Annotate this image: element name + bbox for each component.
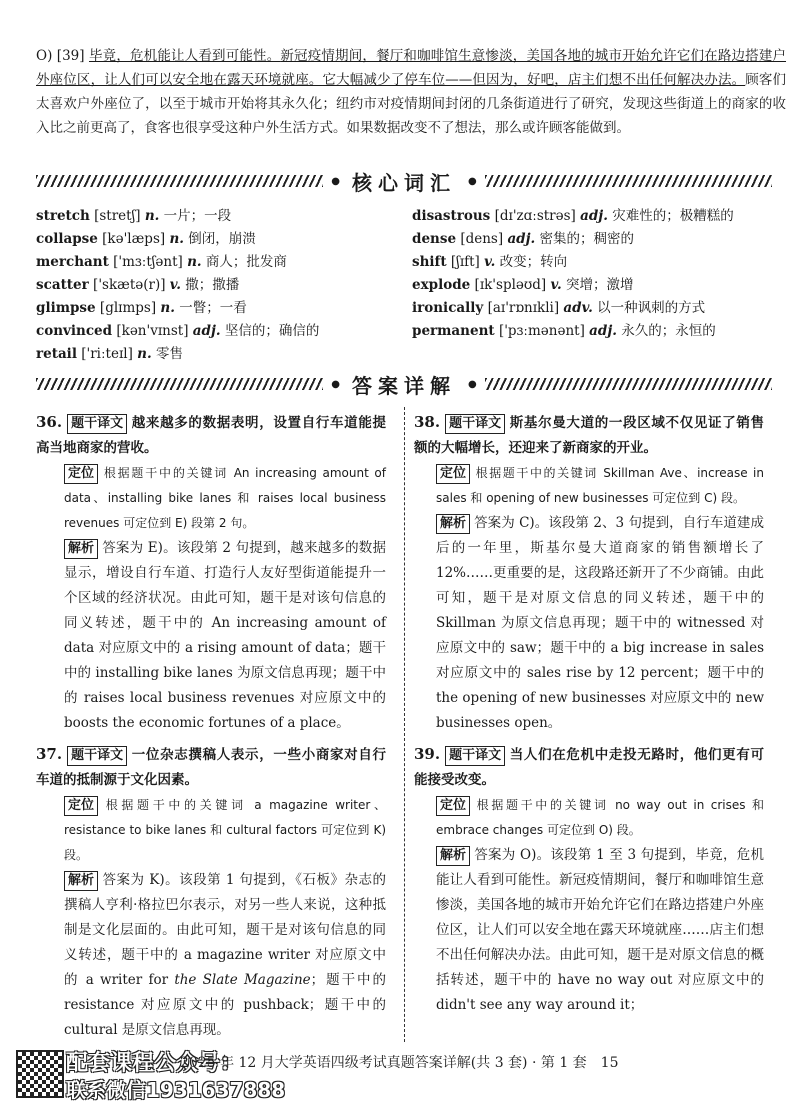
answers-left-column	[36, 410, 386, 1049]
vocab-entry	[36, 274, 406, 297]
vocab-meaning: 永久的；永恒的	[621, 323, 716, 339]
answer-39	[414, 742, 764, 1018]
vocab-word: scatter	[36, 277, 89, 293]
analysis-text: 答案为 K)。该段第 1 句提到，《石板》杂志的撰稿人亨利·格拉巴尔表示，对另一些人来说，这种抵制是文化层面的。由此可知，题干是对该句信息的同义转述，题干中的 a magazine writer 对应原文中的 a writer for	[64, 872, 386, 988]
vocab-entry	[36, 205, 406, 228]
decorative-stripe	[36, 378, 323, 390]
vocab-section-header	[36, 167, 772, 195]
vocab-ipa: ['riːteɪl]	[81, 346, 133, 362]
analysis-text: 答案为 C)。该段第 2、3 句提到，自行车道建成后的一年里，斯基尔曼大道商家的销售额增长了 12%……更重要的是，这段路还新开了不少商铺。由此可知，题干是对原文信息的同义转述，题干中的 Skillman 为原文信息再现；题干中的 witnessed 对应原文中的 saw；题干中的 a big increase in sales 对应原文中的 sales rise by 12 percent；题干中的 the opening of new businesses 对应原文中的 new businesses open。	[436, 515, 764, 731]
answers-right-column	[414, 410, 764, 1024]
question-number: 39.	[414, 745, 441, 763]
vocab-section-title: 核心词汇	[352, 170, 456, 195]
magazine-name: the Slate Magazine	[174, 972, 311, 988]
vocab-meaning: 撒；撒播	[185, 277, 240, 293]
vocab-word: disastrous	[412, 208, 491, 224]
vocab-list-left	[36, 205, 406, 366]
underlined-sentence-2: 新冠疫情期间，餐厅和咖啡馆生意惨淡，美国各地的城市开始允许它们在路边搭建户外座位区，让人们可以安全地在露天环境就座。	[36, 48, 787, 88]
locate-tag: 定位	[436, 796, 470, 816]
vocab-ipa: [dɪ'zɑːstrəs]	[494, 208, 576, 224]
vocab-entry	[412, 297, 782, 320]
locate-tag: 定位	[436, 464, 470, 484]
vocab-ipa: [ɪk'spləʊd]	[474, 277, 547, 293]
vocab-word: retail	[36, 346, 77, 362]
vocab-entry	[412, 274, 782, 297]
intro-rest: 顾客们太喜欢户外座位了，以至于城市开始将其永久化；纽约市对疫情期间封闭的几条街道进行了研究，发现这些街道上的商家的收入比之前更高了，食客也很享受这种户外生活方式。如果数据改变不了想法，那么或许顾客能做到。	[36, 72, 787, 136]
vocab-ipa: [stretʃ]	[94, 208, 141, 224]
vocab-pos: n.	[160, 300, 175, 316]
page-footer: 2025 年 12 月大学英语四级考试真题答案详解(共 3 套) · 第 1 套 15	[180, 1055, 619, 1071]
vocab-word: glimpse	[36, 300, 96, 316]
question-number: 38.	[414, 413, 441, 431]
vocab-list-right	[412, 205, 782, 343]
vocab-entry	[36, 320, 406, 343]
answers-section-title: 答案详解	[352, 373, 456, 398]
bullet-icon: ●	[468, 378, 477, 390]
translation-text: 斯基尔曼大道的一段区域不仅见证了销售额的大幅增长，还迎来了新商家的开业。	[414, 415, 765, 456]
watermark-line-2: 联系微信1931637888	[66, 1078, 286, 1102]
qr-code-icon	[16, 1050, 64, 1098]
answer-37	[36, 742, 386, 1043]
vocab-meaning: 突增；激增	[565, 277, 634, 293]
locate-text: 根据题干中的关键词 Skillman Ave、increase in sales 和 opening of new businesses 可定位到 C) 段。	[436, 466, 764, 505]
vocab-word: explode	[412, 277, 471, 293]
analysis-text: 答案为 O)。该段第 1 至 3 句提到，毕竟，危机能让人看到可能性。新冠疫情期间，餐厅和咖啡馆生意惨淡，美国各地的城市开始允许它们在路边搭建户外座位区，让人们可以安全地在露天环境就座……店主们想不出任何解决办法。由此可知，题干是对原文信息的概括转述，题干中的 have no way out 对应原文中的 didn't see any way around it；	[436, 847, 764, 1013]
analysis-text: 答案为 E)。该段第 2 句提到，越来越多的数据显示，增设自行车道、打造行人友好型街道能提升一个区域的经济状况。由此可知，题干是对该句信息的同义转述，题干中的 An increasing amount of data 对应原文中的 a rising amount of data；题干中的 installing bike lanes 为原文信息再现；题干中的 raises local business revenues 对应原文中的 boosts the economic fortunes of a place。	[64, 540, 386, 731]
answer-36	[36, 410, 386, 736]
vocab-word: stretch	[36, 208, 90, 224]
vocab-entry	[412, 205, 782, 228]
bullet-icon: ●	[468, 175, 477, 187]
vocab-meaning: 一瞥；一看	[179, 300, 247, 316]
vocab-ipa: [kən'vɪnst]	[116, 323, 189, 339]
vocab-entry	[412, 228, 782, 251]
answer-38	[414, 410, 764, 736]
vocab-ipa: [dens]	[460, 231, 504, 247]
vocab-pos: v.	[169, 277, 181, 293]
vocab-pos: adj.	[589, 323, 617, 339]
analysis-text-cont: ；题干中的 resistance 对应原文中的 pushback；题干中的 cultural 是原文信息再现。	[64, 972, 386, 1038]
decorative-stripe	[485, 378, 772, 390]
vocab-pos: adv.	[563, 300, 593, 316]
vocab-word: merchant	[36, 254, 109, 270]
vocab-ipa: [kə'læps]	[102, 231, 166, 247]
vocab-meaning: 坚信的；确信的	[224, 323, 320, 339]
vocab-pos: adj.	[507, 231, 536, 247]
vocab-pos: adj.	[580, 208, 608, 224]
locate-text: 根据题干中的关键词 no way out in crises 和 embrace changes 可定位到 O) 段。	[436, 798, 764, 837]
vocab-entry	[36, 251, 406, 274]
intro-paragraph	[36, 44, 786, 140]
vocab-meaning: 商人；批发商	[205, 254, 287, 270]
vocab-meaning: 一片；一段	[163, 208, 232, 224]
translation-text: 当人们在危机中走投无路时，他们更有可能接受改变。	[414, 747, 765, 788]
paragraph-label: O) [39]	[36, 48, 89, 64]
decorative-stripe	[485, 175, 772, 187]
vocab-entry	[36, 297, 406, 320]
analysis-tag: 解析	[436, 514, 470, 534]
bullet-icon: ●	[331, 378, 340, 390]
vocab-word: dense	[412, 231, 457, 247]
vocab-meaning: 以一种讽刺的方式	[597, 300, 706, 316]
locate-tag: 定位	[64, 464, 98, 484]
analysis-tag: 解析	[64, 539, 98, 559]
locate-text: 根据题干中的关键词 a magazine writer、resistance to bike lanes 和 cultural factors 可定位到 K) 段。	[64, 798, 386, 862]
watermark-line-1: 配套课程公众号：	[66, 1051, 243, 1076]
vocab-ipa: [aɪ'rɒnɪkli]	[487, 300, 560, 316]
vocab-meaning: 密集的；稠密的	[539, 231, 635, 247]
translation-text: 越来越多的数据表明，设置自行车道能提高当地商家的营收。	[36, 415, 387, 456]
vocab-pos: n.	[144, 208, 160, 224]
vocab-entry	[412, 251, 782, 274]
vocab-meaning: 倒闭，崩溃	[188, 231, 256, 247]
vocab-entry	[36, 228, 406, 251]
analysis-tag: 解析	[436, 846, 470, 866]
translation-tag: 题干译文	[67, 414, 127, 434]
vocab-pos: adj.	[192, 323, 221, 339]
vocab-meaning: 改变；转向	[499, 254, 568, 270]
vocab-entry	[412, 320, 782, 343]
vocab-meaning: 零售	[155, 346, 183, 362]
column-divider	[404, 407, 405, 1042]
locate-tag: 定位	[64, 796, 98, 816]
locate-text: 根据题干中的关键词 An increasing amount of data、installing bike lanes 和 raises local business revenues 可定位到 E) 段第 2 句。	[64, 466, 386, 530]
vocab-entry	[36, 343, 406, 366]
vocab-ipa: [glɪmps]	[99, 300, 157, 316]
vocab-word: convinced	[36, 323, 113, 339]
vocab-pos: n.	[137, 346, 152, 362]
analysis-tag: 解析	[64, 871, 98, 891]
vocab-meaning: 灾难性的；极糟糕的	[612, 208, 734, 224]
vocab-ipa: ['pɜːmənənt]	[498, 323, 585, 339]
vocab-word: ironically	[412, 300, 484, 316]
vocab-pos: n.	[169, 231, 184, 247]
vocab-word: permanent	[412, 323, 495, 339]
vocab-ipa: ['skætə(r)]	[93, 277, 166, 293]
vocab-ipa: [ʃɪft]	[450, 254, 480, 270]
bullet-icon: ●	[331, 175, 340, 187]
vocab-pos: n.	[187, 254, 202, 270]
translation-tag: 题干译文	[67, 746, 127, 766]
underlined-sentence-3: 它大幅减少了停车位——但因为，好吧，店主们想不出任何解决办法。	[322, 72, 746, 88]
vocab-pos: v.	[484, 254, 496, 270]
vocab-word: shift	[412, 254, 447, 270]
vocab-word: collapse	[36, 231, 98, 247]
underlined-sentence-1: 毕竟，危机能让人看到可能性。	[88, 48, 281, 64]
question-number: 37.	[36, 745, 63, 763]
translation-tag: 题干译文	[445, 746, 505, 766]
question-number: 36.	[36, 413, 63, 431]
vocab-ipa: ['mɜːtʃənt]	[113, 254, 183, 270]
translation-text: 一位杂志撰稿人表示，一些小商家对自行车道的抵制源于文化因素。	[36, 747, 387, 788]
decorative-stripe	[36, 175, 323, 187]
vocab-pos: v.	[550, 277, 562, 293]
translation-tag: 题干译文	[445, 414, 505, 434]
answers-section-header	[36, 370, 772, 398]
